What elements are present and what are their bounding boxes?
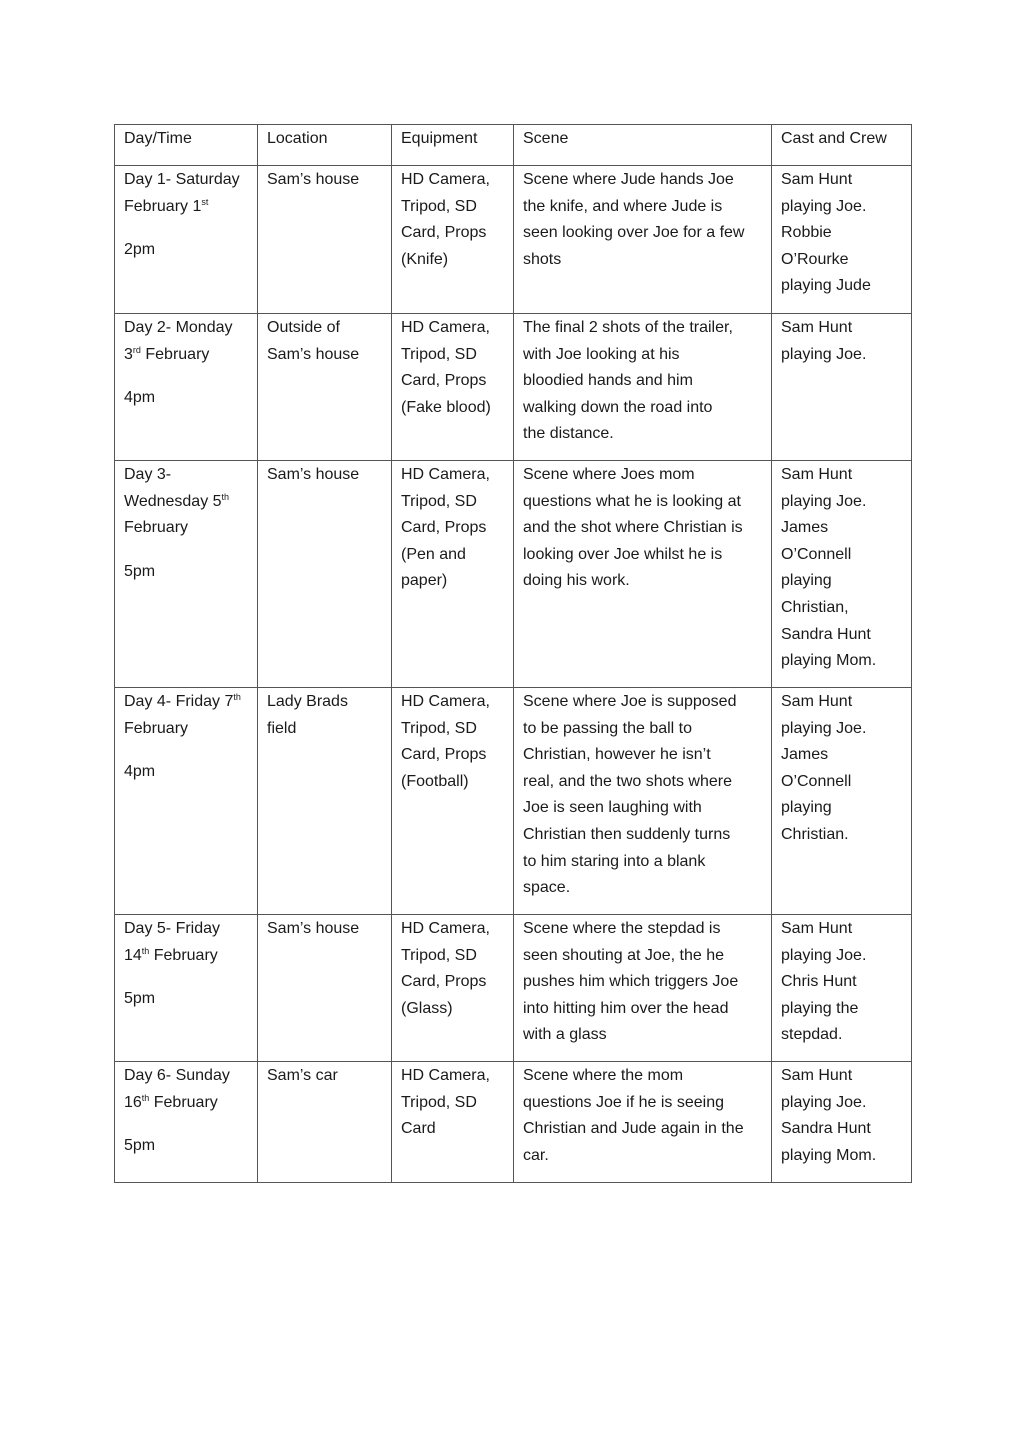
cast-line: playing Jude bbox=[781, 277, 871, 295]
day-line: February bbox=[124, 519, 189, 537]
equipment-line: Card, Props bbox=[401, 372, 487, 390]
table-row bbox=[115, 1062, 912, 1183]
cast-line: playing Mom. bbox=[781, 1146, 877, 1164]
day-time-cell bbox=[115, 1062, 258, 1183]
equipment-line: Tripod, SD bbox=[401, 719, 477, 737]
time-line: 5pm bbox=[124, 562, 156, 580]
day-line: Day 1- Saturday bbox=[124, 171, 240, 188]
cast-line: Sandra Hunt bbox=[781, 1120, 871, 1138]
time-line: 2pm bbox=[124, 241, 156, 259]
cast-and-crew-cell bbox=[772, 314, 912, 461]
scene-line: into hitting him over the head bbox=[523, 999, 729, 1017]
scene-line: Christian, however he isn’t bbox=[523, 746, 711, 764]
cast-line: playing Joe. bbox=[781, 946, 867, 964]
cast-line: O’Rourke bbox=[781, 250, 849, 268]
day-line: 16th February bbox=[124, 1092, 218, 1111]
equipment-line: paper) bbox=[401, 572, 448, 590]
cast-and-crew-cell bbox=[772, 688, 912, 915]
table-row bbox=[115, 915, 912, 1062]
cast-line: playing the bbox=[781, 999, 859, 1017]
equipment-line: HD Camera, bbox=[401, 920, 490, 937]
location-line: Sam’s house bbox=[267, 920, 360, 937]
cast-line: playing Joe. bbox=[781, 197, 867, 215]
scene-line: car. bbox=[523, 1146, 549, 1164]
location-line: Sam’s car bbox=[267, 1067, 338, 1084]
day-line: Day 6- Sunday bbox=[124, 1067, 230, 1084]
equipment-line: Card, Props bbox=[401, 746, 487, 764]
equipment-line: Tripod, SD bbox=[401, 345, 477, 363]
cast-line: Sam Hunt bbox=[781, 171, 853, 188]
scene-line: with a glass bbox=[523, 1026, 607, 1044]
cast-line: playing Joe. bbox=[781, 492, 867, 510]
header-location: Location bbox=[258, 125, 392, 166]
equipment-line: Tripod, SD bbox=[401, 946, 477, 964]
day-time-cell bbox=[115, 461, 258, 688]
equipment-line: HD Camera, bbox=[401, 319, 490, 336]
scene-line: questions Joe if he is seeing bbox=[523, 1093, 725, 1111]
schedule-body bbox=[115, 166, 912, 1183]
equipment-line: (Football) bbox=[401, 772, 469, 790]
scene-line: to be passing the ball to bbox=[523, 719, 693, 737]
cast-line: James bbox=[781, 746, 829, 764]
scene-line: bloodied hands and him bbox=[523, 372, 693, 390]
equipment-cell bbox=[392, 314, 514, 461]
day-line: February bbox=[124, 719, 189, 737]
location-line: Sam’s house bbox=[267, 345, 360, 363]
equipment-line: Card, Props bbox=[401, 973, 487, 991]
scene-line: The final 2 shots of the trailer, bbox=[523, 319, 733, 336]
equipment-line: (Glass) bbox=[401, 999, 453, 1017]
table-row bbox=[115, 166, 912, 314]
header-cast-and-crew: Cast and Crew bbox=[772, 125, 912, 166]
scene-line: Scene where the stepdad is bbox=[523, 920, 721, 937]
cast-line: playing bbox=[781, 572, 832, 590]
scene-line: pushes him which triggers Joe bbox=[523, 973, 739, 991]
day-line: 14th February bbox=[124, 945, 218, 964]
table-row bbox=[115, 688, 912, 915]
scene-line: questions what he is looking at bbox=[523, 492, 741, 510]
scene-line: Scene where the mom bbox=[523, 1067, 684, 1084]
scene-cell bbox=[514, 166, 772, 314]
time-line: 5pm bbox=[124, 990, 156, 1008]
day-time-cell bbox=[115, 915, 258, 1062]
scene-line: Scene where Joes mom bbox=[523, 466, 695, 483]
location-line: field bbox=[267, 719, 297, 737]
location-cell bbox=[258, 461, 392, 688]
equipment-line: Tripod, SD bbox=[401, 492, 477, 510]
cast-line: Sam Hunt bbox=[781, 319, 853, 336]
scene-cell bbox=[514, 1062, 772, 1183]
cast-line: O’Connell bbox=[781, 772, 852, 790]
equipment-cell bbox=[392, 688, 514, 915]
day-time-cell bbox=[115, 166, 258, 314]
cast-line: playing Joe. bbox=[781, 719, 867, 737]
scene-cell bbox=[514, 314, 772, 461]
equipment-line: HD Camera, bbox=[401, 1067, 490, 1084]
scene-line: looking over Joe whilst he is bbox=[523, 545, 723, 563]
equipment-cell bbox=[392, 1062, 514, 1183]
table-row bbox=[115, 461, 912, 688]
header-scene: Scene bbox=[514, 125, 772, 166]
day-line: 3rd February bbox=[124, 344, 210, 363]
scene-cell bbox=[514, 915, 772, 1062]
scene-line: the knife, and where Jude is bbox=[523, 197, 723, 215]
day-line: Wednesday 5th bbox=[124, 491, 230, 510]
scene-line: with Joe looking at his bbox=[523, 345, 680, 363]
day-time-cell bbox=[115, 688, 258, 915]
cast-and-crew-cell bbox=[772, 1062, 912, 1183]
cast-line: stepdad. bbox=[781, 1026, 843, 1044]
table-row bbox=[115, 314, 912, 461]
scene-line: seen looking over Joe for a few bbox=[523, 224, 745, 242]
cast-line: Sam Hunt bbox=[781, 920, 853, 937]
cast-line: playing Joe. bbox=[781, 345, 867, 363]
equipment-line: (Pen and bbox=[401, 545, 466, 563]
cast-line: Sam Hunt bbox=[781, 466, 853, 483]
cast-line: Robbie bbox=[781, 224, 832, 242]
cast-line: O’Connell bbox=[781, 545, 852, 563]
scene-line: to him staring into a blank bbox=[523, 852, 706, 870]
location-cell bbox=[258, 915, 392, 1062]
scene-line: real, and the two shots where bbox=[523, 772, 733, 790]
equipment-line: Card bbox=[401, 1120, 436, 1138]
scene-line: walking down the road into bbox=[523, 398, 713, 416]
equipment-line: Card, Props bbox=[401, 224, 487, 242]
location-cell bbox=[258, 314, 392, 461]
location-line: Sam’s house bbox=[267, 171, 360, 188]
scene-line: shots bbox=[523, 250, 562, 268]
scene-line: the distance. bbox=[523, 425, 614, 443]
scene-line: Scene where Joe is supposed bbox=[523, 693, 737, 710]
day-line: Day 2- Monday bbox=[124, 319, 233, 336]
equipment-line: Tripod, SD bbox=[401, 1093, 477, 1111]
cast-line: Christian. bbox=[781, 825, 849, 843]
scene-line: Christian and Jude again in the bbox=[523, 1120, 744, 1138]
day-line: Day 3- bbox=[124, 466, 172, 483]
equipment-line: HD Camera, bbox=[401, 466, 490, 483]
header-day-time: Day/Time bbox=[115, 125, 258, 166]
scene-cell bbox=[514, 688, 772, 915]
equipment-cell bbox=[392, 461, 514, 688]
header-equipment: Equipment bbox=[392, 125, 514, 166]
scene-line: doing his work. bbox=[523, 572, 630, 590]
equipment-cell bbox=[392, 166, 514, 314]
day-time-cell bbox=[115, 314, 258, 461]
equipment-line: (Knife) bbox=[401, 250, 449, 268]
equipment-line: HD Camera, bbox=[401, 693, 490, 710]
location-line: Sam’s house bbox=[267, 466, 360, 483]
day-line: Day 4- Friday 7th bbox=[124, 692, 241, 710]
location-cell bbox=[258, 1062, 392, 1183]
equipment-line: Card, Props bbox=[401, 519, 487, 537]
scene-line: Joe is seen laughing with bbox=[523, 799, 702, 817]
day-line: Day 5- Friday bbox=[124, 920, 221, 937]
cast-and-crew-cell bbox=[772, 461, 912, 688]
cast-line: Chris Hunt bbox=[781, 973, 857, 991]
time-line: 5pm bbox=[124, 1137, 156, 1155]
time-line: 4pm bbox=[124, 389, 156, 407]
scene-line: space. bbox=[523, 879, 571, 897]
location-line: Lady Brads bbox=[267, 693, 348, 710]
location-cell bbox=[258, 166, 392, 314]
scene-line: and the shot where Christian is bbox=[523, 519, 743, 537]
equipment-line: Tripod, SD bbox=[401, 197, 477, 215]
cast-and-crew-cell bbox=[772, 166, 912, 314]
location-cell bbox=[258, 688, 392, 915]
scene-line: seen shouting at Joe, the he bbox=[523, 946, 725, 964]
filming-schedule-table bbox=[114, 124, 912, 1183]
cast-line: Christian, bbox=[781, 598, 849, 616]
equipment-line: HD Camera, bbox=[401, 171, 490, 188]
scene-line: Scene where Jude hands Joe bbox=[523, 171, 734, 188]
cast-line: playing Mom. bbox=[781, 652, 877, 670]
equipment-cell bbox=[392, 915, 514, 1062]
cast-line: playing bbox=[781, 799, 832, 817]
scene-line: Christian then suddenly turns bbox=[523, 825, 731, 843]
cast-line: Sam Hunt bbox=[781, 693, 853, 710]
cast-line: James bbox=[781, 519, 829, 537]
cast-and-crew-cell bbox=[772, 915, 912, 1062]
location-line: Outside of bbox=[267, 319, 340, 336]
day-line: February 1st bbox=[124, 196, 209, 215]
header-row bbox=[115, 125, 912, 166]
time-line: 4pm bbox=[124, 763, 156, 781]
cast-line: Sam Hunt bbox=[781, 1067, 853, 1084]
scene-cell bbox=[514, 461, 772, 688]
cast-line: Sandra Hunt bbox=[781, 625, 871, 643]
cast-line: playing Joe. bbox=[781, 1093, 867, 1111]
equipment-line: (Fake blood) bbox=[401, 398, 491, 416]
